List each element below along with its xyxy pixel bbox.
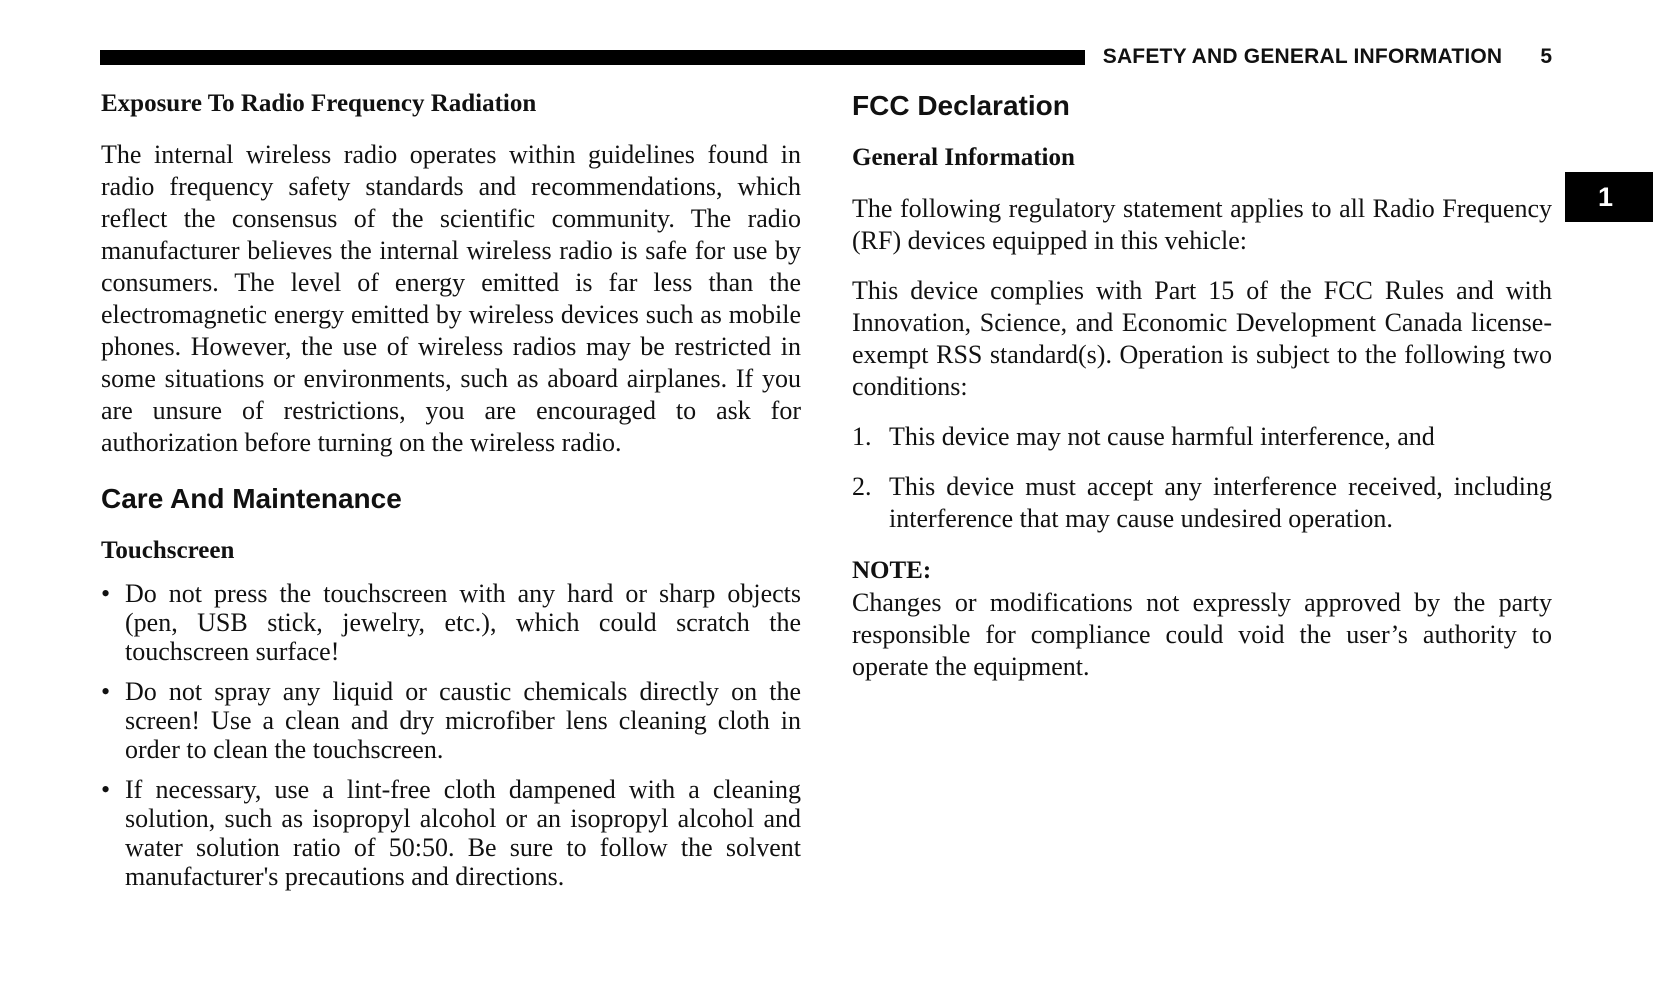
left-column [101,88,801,891]
list-item [101,677,801,764]
regulatory-intro-paragraph: The following regulatory statement applies to all Radio Frequency (RF) devices equipped in this vehicle: [852,193,1552,255]
page-number: 5 [1540,45,1552,68]
rf-exposure-heading: Exposure To Radio Frequency Radiation [101,90,537,117]
list-item [101,579,801,666]
note-label: NOTE: [852,556,932,584]
compliance-paragraph: This device complies with Part 15 of the FCC Rules and with Innovation, Science, and Economic Development Canada license-exempt RSS standard(s). Operation is subject to the following two conditions: [852,275,1552,401]
header-rule [100,50,1085,65]
section-title: SAFETY AND GENERAL INFORMATION [1102,45,1503,68]
list-item [852,471,1552,535]
condition-text: This device may not cause harmful interference, and [889,421,1435,451]
list-item [101,775,801,891]
bullet-icon: • [101,677,111,707]
note-paragraph: Changes or modifications not expressly approved by the party responsible for compliance could void the user’s authority to operate the equipment. [852,587,1552,681]
condition-text: This device must accept any interference received, including interference that may cause undesired operation. [889,471,1552,533]
right-column [852,88,1552,683]
page-header [100,42,1552,72]
fcc-declaration-heading: FCC Declaration [852,90,1070,121]
list-number: 2. [852,471,872,501]
bullet-text: If necessary, use a lint-free cloth dampened with a cleaning solution, such as isopropyl alcohol or an isopropyl alcohol and water solution ratio of 50:50. Be sure to follow the solvent manufacturer's precautions and directions. [125,775,801,892]
bullet-text: Do not press the touchscreen with any hard or sharp objects (pen, USB stick, jewelry, etc.), which could scratch the touchscreen surface! [125,579,801,667]
list-item [852,421,1552,453]
touchscreen-heading: Touchscreen [101,536,235,564]
bullet-icon: • [101,775,111,805]
rf-exposure-paragraph: The internal wireless radio operates within guidelines found in radio frequency safety standards and recommendations, which reflect the consensus of the scientific community. The radio manufacturer believes the internal wireless radio is safe for use by consumers. The level of energy emitted is far less than the electromagnetic energy emitted by wireless devices such as mobile phones. However, the use of wireless radios may be restricted in some situations or environments, such as aboard airplanes. If you are unsure of restrictions, you are encouraged to ask for authorization before turning on the wireless radio. [101,139,801,457]
bullet-text: Do not spray any liquid or caustic chemicals directly on the screen! Use a clean and dry microfiber lens cleaning cloth in order to clean the touchscreen. [125,677,801,765]
care-maintenance-heading: Care And Maintenance [101,482,402,514]
list-number: 1. [852,421,872,451]
touchscreen-bullet-list [101,579,801,891]
conditions-list [852,421,1552,535]
chapter-tab: 1 [1565,172,1653,222]
general-information-heading: General Information [852,144,1075,172]
bullet-icon: • [101,579,111,609]
